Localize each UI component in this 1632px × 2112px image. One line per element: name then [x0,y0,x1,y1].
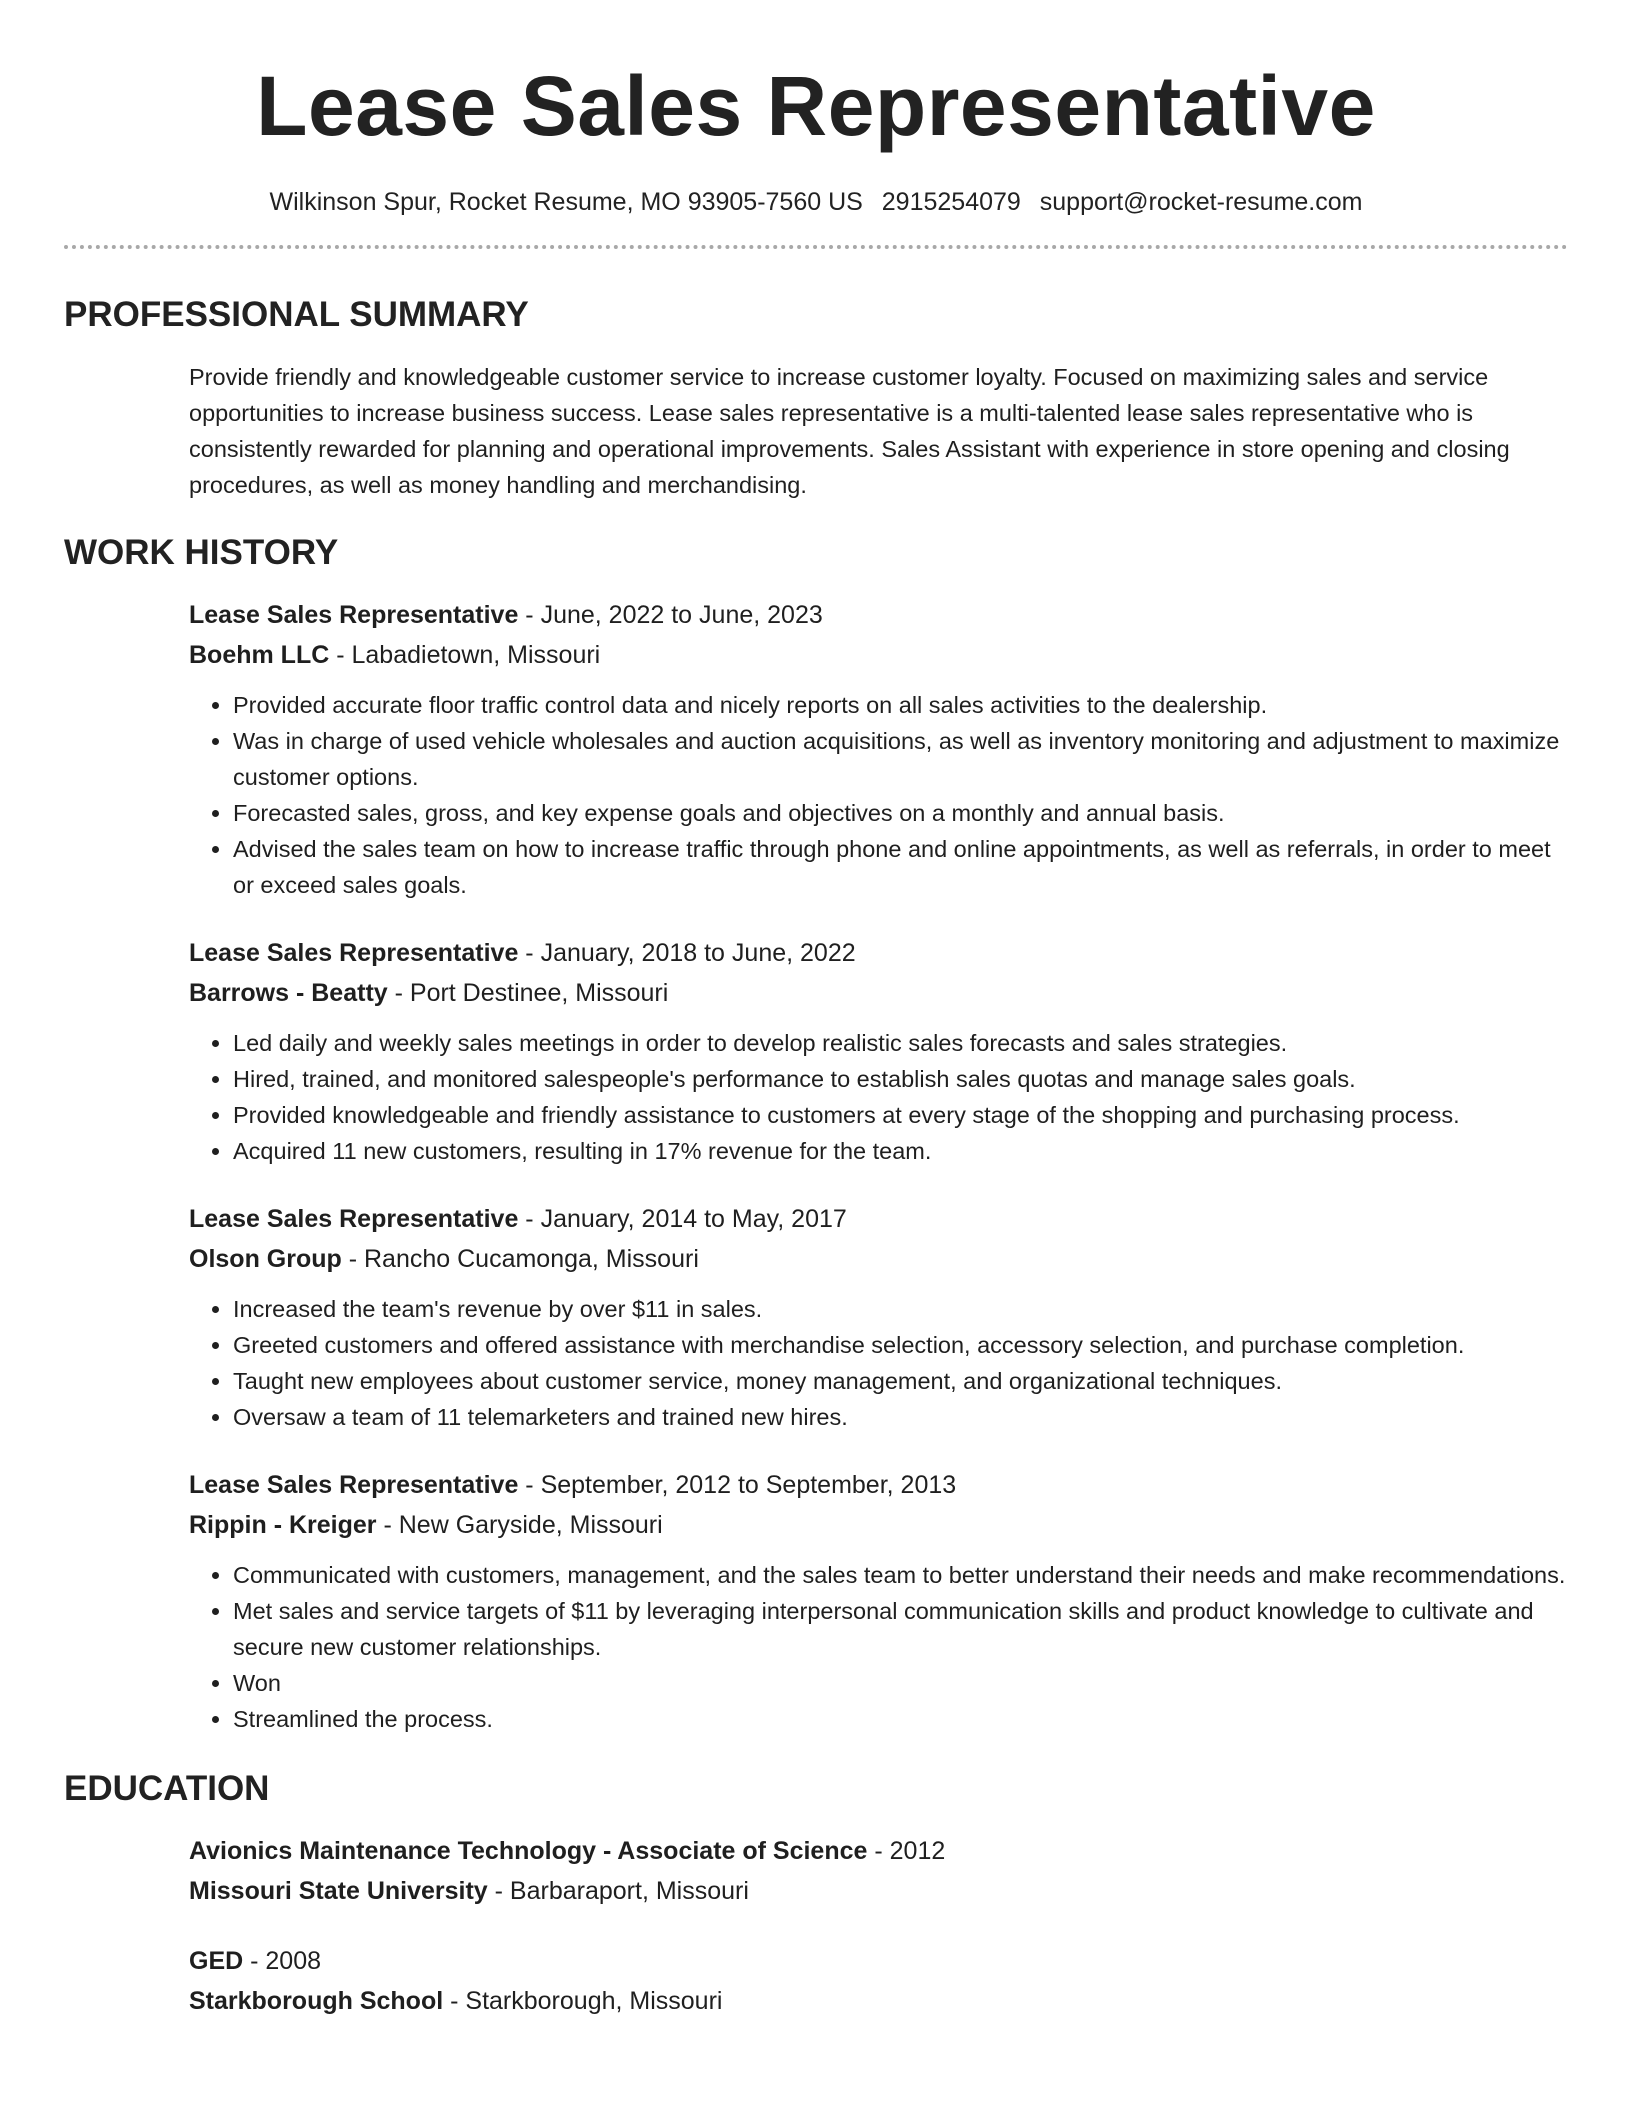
education-school: Starkborough School [189,1987,444,2015]
work-history-list [189,595,1568,1737]
education-location: - Barbaraport, Missouri [487,1877,749,1905]
education-school-line [189,1871,1568,1911]
contact-line [64,188,1568,217]
job-bullet: • Provided knowledgeable and friendly assistance to customers at every stage of the shopping and purchasing process. [233,1097,1568,1133]
job-company-line [189,1239,1568,1279]
job-dates: - September, 2012 to September, 2013 [518,1471,957,1499]
job-location: - Labadietown, Missouri [329,641,601,669]
job-entry [189,1199,1568,1435]
education-heading: EDUCATION [64,1769,270,1808]
job-bullets [189,687,1568,903]
education-location: - Starkborough, Missouri [443,1987,723,2015]
job-role: Lease Sales Representative [189,1471,519,1499]
work-history-heading: WORK HISTORY [64,533,339,572]
job-company: Boehm LLC [189,641,330,669]
job-role: Lease Sales Representative [189,601,519,629]
education-entry [189,1941,1568,2021]
summary-heading: PROFESSIONAL SUMMARY [64,295,529,334]
job-company-line [189,1505,1568,1545]
education-year: - 2012 [867,1837,946,1865]
job-company: Barrows - Beatty [189,979,388,1007]
education-school-line [189,1981,1568,2021]
job-bullets [189,1557,1568,1737]
job-location: - New Garyside, Missouri [376,1511,663,1539]
job-bullet: • Oversaw a team of 11 telemarketers and trained new hires. [233,1399,1568,1435]
job-bullet: • Was in charge of used vehicle wholesales and auction acquisitions, as well as inventory monitoring and adjustment to maximize customer options. [233,723,1568,795]
job-dates: - June, 2022 to June, 2023 [518,601,823,629]
job-bullet: • Hired, trained, and monitored salespeople's performance to establish sales quotas and manage sales goals. [233,1061,1568,1097]
job-company: Olson Group [189,1245,342,1273]
education-degree: GED [189,1947,244,1975]
job-location: - Rancho Cucamonga, Missouri [341,1245,699,1273]
contact-email: support@rocket-resume.com [1039,188,1363,216]
job-title-line [189,1465,1568,1505]
education-degree-line [189,1831,1568,1871]
education-entry [189,1831,1568,1911]
job-bullet: • Advised the sales team on how to increase traffic through phone and online appointments, as well as referrals, in order to meet or exceed sales goals. [233,831,1568,903]
job-role: Lease Sales Representative [189,1205,519,1233]
job-bullet: • Increased the team's revenue by over $11 in sales. [233,1291,1568,1327]
header-divider [64,245,1568,249]
job-entry [189,1465,1568,1737]
job-bullet: • Met sales and service targets of $11 by leveraging interpersonal communication skills and product knowledge to cultivate and secure new customer relationships. [233,1593,1568,1665]
job-bullet: • Forecasted sales, gross, and key expense goals and objectives on a monthly and annual basis. [233,795,1568,831]
job-bullets [189,1291,1568,1435]
education-degree: Avionics Maintenance Technology - Associate of Science [189,1837,868,1865]
job-company-line [189,973,1568,1013]
job-bullet: • Provided accurate floor traffic control data and nicely reports on all sales activities to the dealership. [233,687,1568,723]
job-bullet: • Acquired 11 new customers, resulting in 17% revenue for the team. [233,1133,1568,1169]
job-company: Rippin - Kreiger [189,1511,377,1539]
education-school: Missouri State University [189,1877,488,1905]
job-bullet: • Led daily and weekly sales meetings in order to develop realistic sales forecasts and sales strategies. [233,1025,1568,1061]
resume-name: Lease Sales Representative [256,59,1376,153]
job-dates: - January, 2014 to May, 2017 [518,1205,847,1233]
job-entry [189,933,1568,1169]
job-bullet: • Greeted customers and offered assistance with merchandise selection, accessory selection, and purchase completion. [233,1327,1568,1363]
job-title-line [189,1199,1568,1239]
job-bullet: • Taught new employees about customer service, money management, and organizational techniques. [233,1363,1568,1399]
job-title-line [189,595,1568,635]
education-list [189,1831,1568,2021]
job-location: - Port Destinee, Missouri [387,979,669,1007]
job-title-line [189,933,1568,973]
job-dates: - January, 2018 to June, 2022 [518,939,856,967]
summary-text: Provide friendly and knowledgeable customer service to increase customer loyalty. Focused on maximizing sales and service opportunities to increase business success. Lease sales representative is a multi-talented lease sales representative who is consistently rewarded for planning and operational improvements. Sales Assistant with experience in store opening and closing procedures, as well as money handling and merchandising. [189,364,1510,498]
education-degree-line [189,1941,1568,1981]
contact-phone: 2915254079 [881,188,1021,216]
job-entry [189,595,1568,903]
job-company-line [189,635,1568,675]
job-bullet: • Communicated with customers, management, and the sales team to better understand their needs and make recommendations. [233,1557,1568,1593]
education-year: - 2008 [243,1947,322,1975]
job-bullets [189,1025,1568,1169]
job-bullet: • Streamlined the process. [233,1701,1568,1737]
job-role: Lease Sales Representative [189,939,519,967]
contact-address: Wilkinson Spur, Rocket Resume, MO 93905-7560 US [269,188,863,216]
job-bullet: • Won [233,1665,1568,1701]
